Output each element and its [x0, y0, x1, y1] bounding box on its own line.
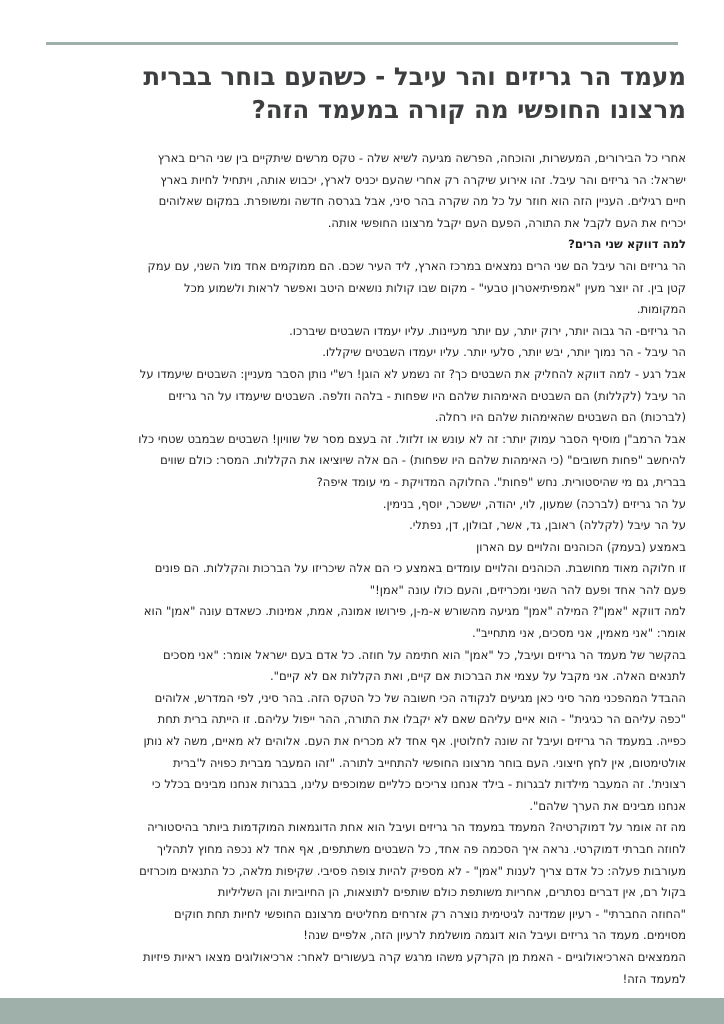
body-line: כפייה. במעמד הר גריזים ועיבל זה שונה לחלוטין. אף אחד לא מכריח את העם. אלוהים לא מאיים, משה לא נותן — [143, 734, 686, 749]
body-line: לחוזה חברתי דמוקרטי. נראה איך הסכמה פה אחד, כל השבטים משתתפים, אף אחד לא נכפה מחוץ לתהליך — [156, 842, 686, 856]
body-line: אומר: "אני מאמין, אני מסכים, אני מתחייב". — [471, 626, 686, 641]
body-line: בברית, גם מי שהיסטורית. נחש "פחות". החלוקה המדויקת - מי עומד איפה? — [316, 474, 686, 489]
body-line: ישראל: הר גריזים והר עיבל. זהו אירוע שיקרה רק אחרי שהעם יכניס לארץ, יכבוש אותה, ויתחיל לחיות בארץ — [160, 172, 686, 187]
section-subheading: למה דווקא שני הרים? — [568, 237, 686, 252]
body-line: קטן בין. זה יוצר מעין "אמפיתיאטרון טבעי" - מקום שבו קולות נושאים היטב ואפשר לראות ולשמוע מכל — [183, 280, 686, 295]
body-line: אחרי כל הבירורים, המעשרות, והוכחה, הפרשה מגיעה לשיא שלה - טקס מרשים שיתקיים בין שני הרים בארץ — [157, 151, 686, 165]
body-line: מעורבות פעלה: כל אדם צריך לענות "אמן" - לא מספיק להיות צופה פסיבי. שקיפות מלאה, כל התנאים מוכרזים — [139, 863, 686, 878]
body-line: "החוזה החברתי" - רעיון שמדינה לגיטימית נוצרה רק אזרחים מחליטים מרצונם החופשי לחיות תחת חוקים — [174, 906, 686, 921]
body-line: אבל הרמב"ן מוסיף הסבר עמוק יותר: זה לא עונש או זלזול. זה בעצם מסר של שוויון! השבטים שבמבט שטחי כלו — [138, 431, 686, 446]
title-line-1: מעמד הר גריזים והר עיבל - כשהעם בוחר בברית — [143, 62, 686, 91]
body-line: אולטימטום, אין לחץ חיצוני. העם בוחר מרצונו החופשי להתחייב לתורה. "זהו המעבר מברית כפויה ל'ברית — [172, 755, 686, 770]
body-line: אנחנו מבינים את הערך שלהם". — [529, 798, 686, 813]
top-divider — [46, 42, 678, 45]
body-line: אבל רגע - למה דווקא להחליק את השבטים כך? זה נשמע לא הוגן! רש"י נותן הסבר מעניין: השבטים שיעמדו על — [139, 366, 686, 381]
body-line: רצונית'. זה המעבר מילדות לבגרות - בילד אנחנו צריכים כלליים שמוכפים עלינו, בבגרות אנחנו מבינים בכלל כי — [151, 777, 686, 792]
body-line: למעמד הזה! — [622, 971, 686, 986]
article-body — [40, 148, 686, 990]
title-line-2: מרצונו החופשי מה קורה במעמד הזה? — [251, 95, 686, 124]
body-line: על הר גריזים (לברכה) שמעון, לוי, יהודה, יששכר, יוסף, בנימין. — [382, 496, 686, 511]
body-line: לתנאים האלה. אני מקבל על עצמי את הברכות אם קיים, ואת הקללות אם לא קיים". — [269, 669, 686, 684]
body-line: המקומות. — [636, 302, 686, 317]
footer-bar — [0, 998, 724, 1024]
body-line: זו חלוקה מאוד מחושבת. הכוהנים והלויים עומדים באמצע כי הם אלה שיכריזו על הברכות והקללות. הם פונים — [154, 561, 686, 576]
body-line: באמצע (בעמק) הכוהנים והלויים עם הארון — [476, 539, 686, 554]
body-line: בהקשר של מעמד הר גריזים ועיבל, כל "אמן" הוא חתימה על חוזה. כל אדם בעם ישראל אומר: "אני מסכים — [163, 647, 686, 662]
body-line: (לברכות) הם השבטים שהאימהות שלהם היו רחלה. — [434, 410, 686, 425]
body-line: הר עיבל - הר נמוך יותר, יבש יותר, סלעי יותר. עליו יעמדו השבטים שיקללו. — [322, 345, 686, 360]
body-line: להיחשב "פחות חשובים" (כי האימהות שלהם היו שפחות) - הם אלה שיוציאו את הקללות. המסר: כולם שווים — [160, 453, 686, 468]
body-line: הר עיבל (לקללות) הם השבטים האימהות שלהם היו שפחות - בלהה וזלפה. השבטים שיעמדו על הר גריזים — [168, 388, 686, 403]
body-line: הר גריזים- הר גבוה יותר, ירוק יותר, עם יותר מעיינות. עליו יעמדו השבטים שיברכו. — [289, 323, 686, 338]
body-line: פעם להר אחד ופעם להר השני ומכריזים, והעם כולו עונה "אמן!" — [369, 582, 686, 597]
body-line: הר גריזים והר עיבל הם שני הרים נמצאים במרכז הארץ, ליד העיר שכם. הם ממוקמים אחד מול השני, עם עמק — [147, 258, 686, 273]
body-line: למה דווקא "אמן"? המילה "אמן" מגיעה מהשורש א-מ-ן, פירושו אמונה, אמת, אמינות. כשאדם עונה "אמן" הוא — [143, 604, 686, 619]
body-line: על הר עיבל (לקללה) ראובן, גד, אשר, זבולון, דן, נפתלי. — [409, 518, 686, 533]
body-line: ההבדל המהפכני מהר סיני כאן מגיעים לנקודה הכי חשובה של כל הטקס הזה. בהר סיני, לפי המדרש, אלוהים — [154, 690, 686, 705]
body-line: מסוימים. מעמד הר גריזים ועיבל הוא דוגמה מושלמת לרעיון הזה, אלפיים שנה! — [303, 928, 686, 943]
body-line: הממצאים הארכיאולוגיים - האמת מן הקרקע משהו מרגש קרה בעשורים לאחר: ארכיאולוגים מצאו ראיות פיזיות — [143, 949, 686, 964]
body-line: מה זה אומר על דמוקרטיה? המעמד במעמד הר גריזים ועיבל הוא אחת הדוגמאות המוקדמות ביותר בהיסטוריה — [147, 820, 686, 835]
body-line: "כפה עליהם הר כגיגית" - הוא איים עליהם שאם לא יקבלו את התורה, ההר ייפול עליהם. זו הייתה ברית תחת — [157, 712, 686, 727]
body-line: יכריח את העם לקבל את התורה, הפעם העם יקבל מרצונו החופשי אותה. — [327, 215, 686, 230]
page-title — [40, 60, 686, 126]
body-line: חיים רגילים. העניין הזה הוא חוזר על כל מה שקרה בהר סיני, אבל בגרסה חדשה ומשופרת. במקום שאלוהים — [158, 194, 686, 209]
body-line: בקול רם, אין דברים נסתרים, אחריות משותפת כולם שותפים לתוצאות, הן החיוביות והן השליליות — [217, 885, 686, 900]
